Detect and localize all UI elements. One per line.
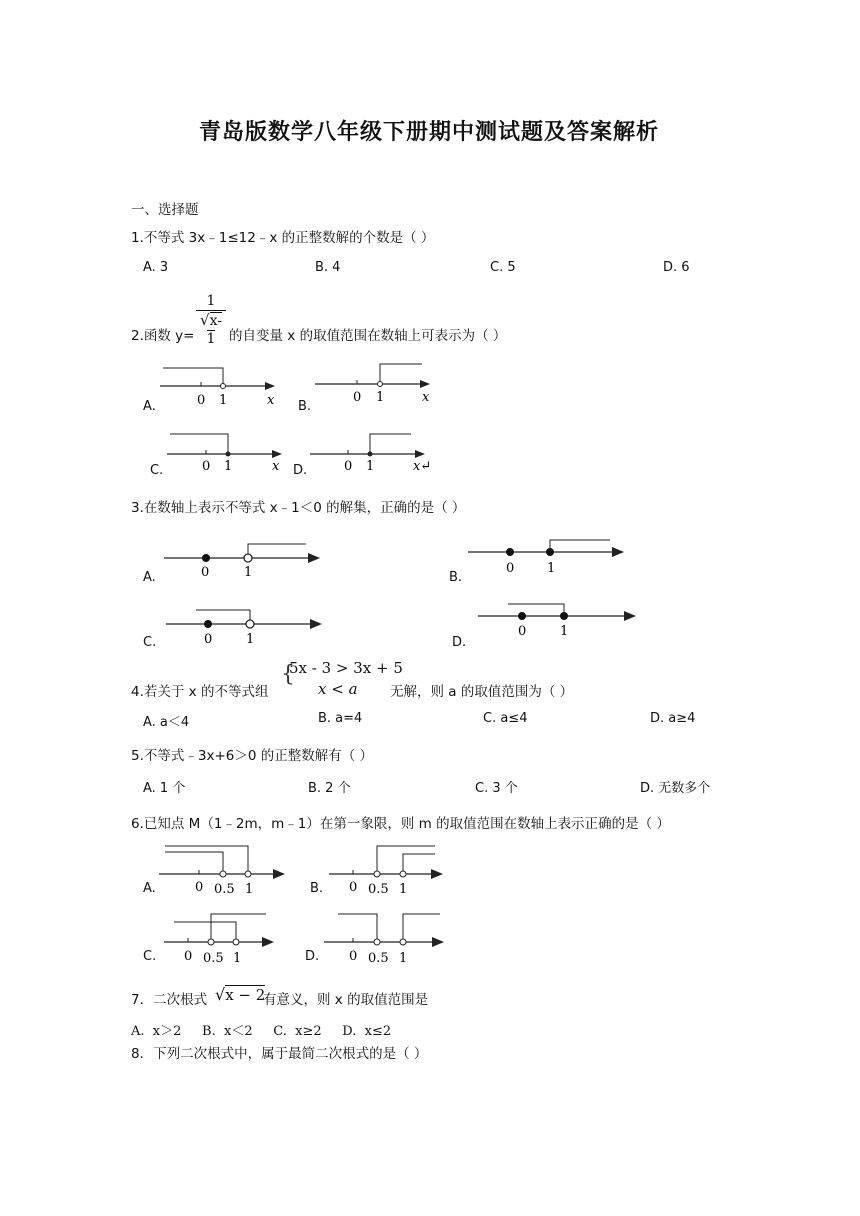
label-one: 1 [233,951,242,966]
q2-numberline-c [162,428,292,476]
label-one: 1 [224,459,233,474]
q2-numberline-a [155,360,285,410]
q2-numberline-b [310,358,440,408]
question-4-prefix: 4.若关于 x 的不等式组 [131,684,269,700]
label-one: 1 [246,632,255,644]
q3-option-b: B. [449,570,463,585]
label-half: 0.5 [214,882,235,897]
section-heading: 一、选择题 [131,202,199,218]
question-7-prefix: 7．二次根式 [131,992,208,1008]
q6-numberline-d [320,906,450,966]
label-zero: 0 [202,459,211,474]
label-zero: 0 [195,880,204,895]
question-4-suffix: 无解，则 a 的取值范围为（ ） [390,684,574,700]
q4-option-c: C. a≤4 [483,711,528,726]
q2-fraction: $\frac{1}{√x-1}$ [196,292,226,348]
label-one: 1 [366,459,375,474]
label-half: 0.5 [203,951,224,966]
label-zero: 0 [349,880,358,895]
q1-option-a: A. 3 [143,260,169,275]
q6-numberline-a [155,838,295,898]
label-one: 1 [245,882,254,897]
q2-option-c: C. [150,463,164,478]
q3-option-a: A. [143,570,156,585]
q2-option-d: D. [293,463,308,478]
label-one: 1 [547,561,556,576]
label-zero: 0 [201,565,210,580]
label-one: 1 [244,565,253,580]
q3-option-c: C. [143,635,157,650]
question-1: 1.不等式 3x﹣1≤12﹣x 的正整数解的个数是（ ） [131,230,435,246]
q3-numberline-a [160,538,330,580]
label-one: 1 [376,390,385,405]
q3-numberline-d [474,598,644,640]
q7-radical: √x − 2 [215,985,266,1004]
label-zero: 0 [204,632,213,644]
label-half: 0.5 [368,882,389,897]
q6-numberline-b [325,838,450,898]
q2-fraction-numerator: 1 [196,292,226,311]
label-x-return: x↵ [413,459,432,474]
label-one: 1 [399,882,408,897]
q6-numberline-c [160,906,290,966]
q4-option-a: A. a＜4 [143,715,190,730]
q4-option-d: D. a≥4 [650,711,696,726]
q2-fraction-denominator: x-1 [206,313,222,347]
label-zero: 0 [353,390,362,405]
q1-option-c: C. 5 [490,260,516,275]
q4-option-b: B. a=4 [318,711,363,726]
question-5: 5.不等式﹣3x+6＞0 的正整数解有（ ） [131,748,374,764]
question-8: 8．下列二次根式中，属于最简二次根式的是（ ） [131,1046,428,1062]
q2-option-a: A. [143,399,156,414]
q4-equation-2: x < a [318,680,358,698]
q5-option-a: A. 1 个 [143,781,186,796]
question-3: 3.在数轴上表示不等式 x﹣1＜0 的解集，正确的是（ ） [131,500,466,516]
label-one: 1 [219,393,228,408]
question-7-suffix: 有意义，则 x 的取值范围是 [263,992,429,1008]
label-zero: 0 [197,393,206,408]
question-6: 6.已知点 M（1﹣2m，m﹣1）在第一象限，则 m 的取值范围在数轴上表示正确的是（ ） [131,816,670,832]
question-2-suffix: 的自变量 x 的取值范围在数轴上可表示为（ ） [229,328,507,344]
q3-numberline-b [464,534,634,576]
label-zero: 0 [344,459,353,474]
q6-option-b: B. [310,881,324,896]
q2-numberline-d [305,428,440,476]
q3-option-d: D. [452,635,467,650]
q4-equation-1: 5x - 3 > 3x + 5 [289,659,403,677]
q6-option-d: D. [305,949,320,964]
q2-option-b: B. [298,399,312,414]
label-zero: 0 [349,949,358,964]
page-title: 青岛版数学八年级下册期中测试题及答案解析 [199,120,660,145]
q7-options: A. x＞2 B. x＜2 C. x≥2 D. x≤2 [131,1024,392,1039]
label-x: x [272,459,280,474]
q6-option-c: C. [143,949,157,964]
label-one: 1 [560,624,569,639]
label-half: 0.5 [368,951,389,966]
q4-brace: { [281,662,295,687]
question-2-prefix: 2.函数 y= [131,328,195,344]
q5-option-d: D. 无数多个 [640,781,711,796]
label-x: x [267,393,275,408]
label-x: x [422,390,430,405]
q1-option-b: B. 4 [315,260,341,275]
q1-option-d: D. 6 [663,260,690,275]
q5-option-c: C. 3 个 [475,781,518,796]
label-zero: 0 [506,561,515,576]
q5-option-b: B. 2 个 [308,781,351,796]
label-zero: 0 [184,949,193,964]
q6-option-a: A. [143,881,156,896]
q7-radicand: x − 2 [225,986,266,1004]
label-zero: 0 [518,624,527,639]
label-one: 1 [399,951,408,966]
q3-numberline-c [162,602,332,644]
